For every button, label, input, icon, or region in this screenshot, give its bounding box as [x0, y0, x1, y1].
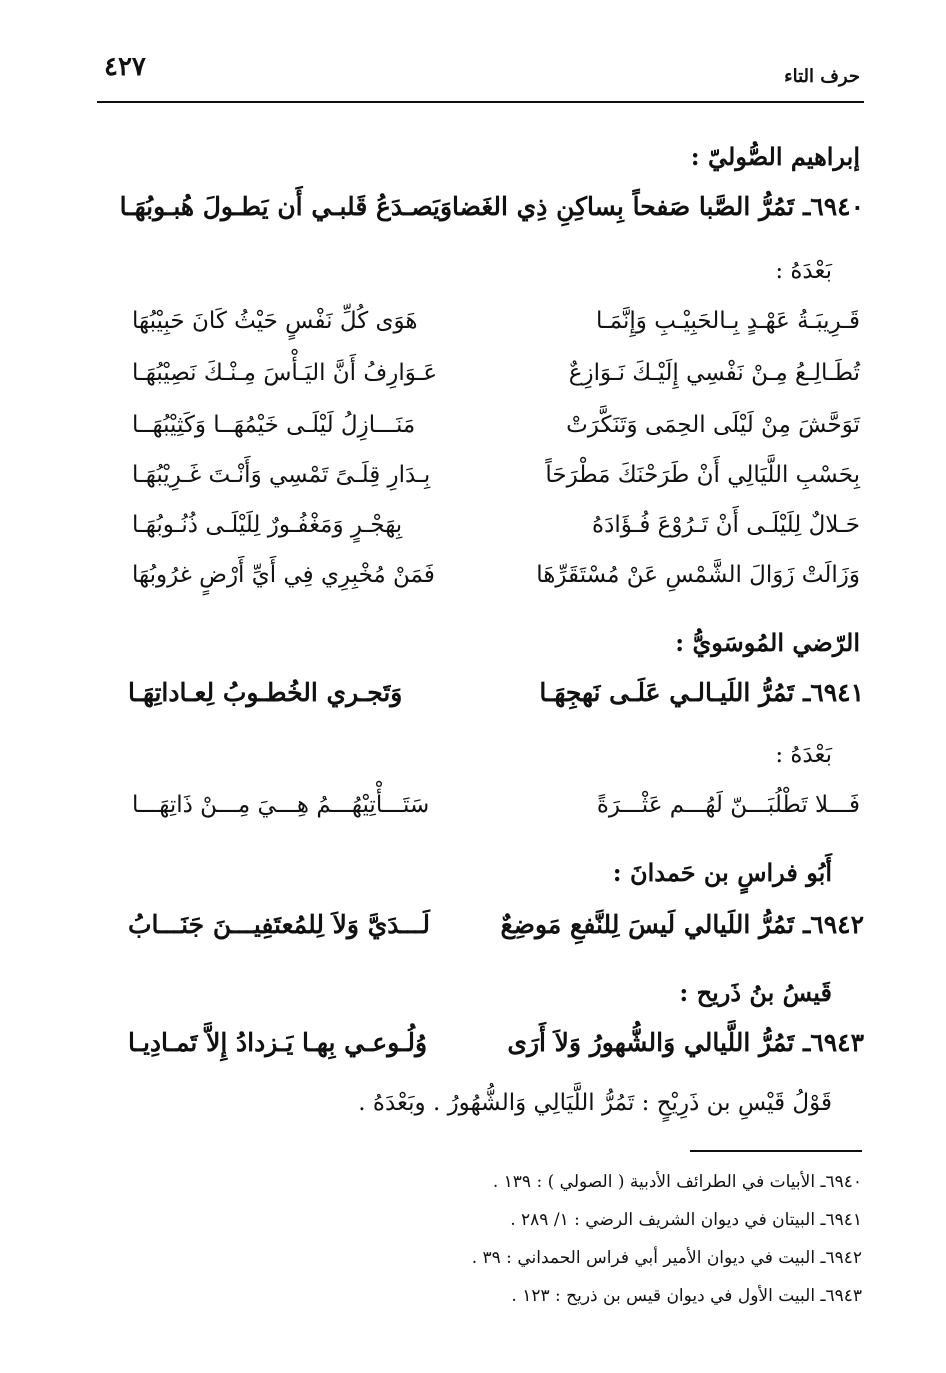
verse-ajuz: مَنَـــازِلُ لَيْلَـى خَيْمُهَــا وَكَثِيْبُهَــا	[132, 412, 416, 438]
footnote-rule	[690, 1150, 862, 1152]
after-label: بَعْدَهُ :	[775, 258, 832, 284]
header-rule	[97, 101, 864, 103]
verse-ajuz: بِهَجْـرٍ وَمَغْفُـورٌ لِلَيْلَـى ذُنُـوبُهَـا	[132, 512, 403, 538]
main-verse	[128, 910, 864, 950]
commentary-note: قَوْلُ قَيْسِ بن ذَرِيْحٍ : تَمُرُّ اللَّيَالِي وَالشُّهُورُ . وبَعْدَهُ .	[358, 1090, 832, 1116]
poet-name: قَيسُ بنُ ذَريح :	[679, 978, 832, 1007]
verse-number: ٦٩٤١ـ	[802, 678, 864, 707]
footnote: ٦٩٤٣ـ البيت الأول في ديوان قيس بن ذريح : ١٢٣ .	[511, 1286, 862, 1306]
verse-line	[132, 792, 860, 832]
verse-sadr-text: تَمُرُّ اللَّيالي وَالشُّهورُ وَلاَ أَرَى	[507, 1028, 795, 1057]
verse-ajuz: سَتَـــأْتِيْهُـــمُ هِـــيَ مِـــنْ ذَاتِهَـــا	[132, 792, 430, 818]
poet-name: إبراهيم الصُّوليّ :	[690, 142, 860, 171]
main-verse	[128, 1028, 864, 1068]
verse-sadr: حَـلالٌ لِلَيْلَـى أَنْ تَـرُوْعَ فُـؤَادَهُ	[592, 512, 860, 538]
verse-sadr	[539, 678, 864, 718]
main-verse	[119, 192, 864, 232]
page-number: ٤٢٧	[104, 52, 146, 82]
verse-sadr-text: تَمُرُّ الصَّبا صَفحاً بِساكِنِ ذِي الغَضا	[452, 192, 795, 221]
poet-name: أَبُو فراسٍ بن حَمدانَ :	[612, 858, 832, 887]
verse-ajuz: وَتَجـري الخُطـوبُ لِعـاداتِهَـا	[128, 678, 403, 707]
footnote: ٦٩٤١ـ البيتان في ديوان الشريف الرضي : ١/ ٢٨٩ .	[510, 1210, 862, 1230]
verse-number: ٦٩٤٢ـ	[802, 910, 864, 939]
verse-line	[132, 562, 860, 602]
verse-sadr	[452, 192, 864, 232]
verse-sadr	[507, 1028, 864, 1068]
verse-ajuz: بِـدَارِ قِلَـىً تَمْسِي وَأَنْـتَ غَـرِيْبُهَـا	[132, 462, 431, 488]
verse-line	[132, 412, 860, 452]
main-verse	[128, 678, 864, 718]
verse-sadr: تَوَحَّشَ مِنْ لَيْلَى الحِمَى وَتَنَكَّرَتْ	[566, 412, 860, 438]
verse-ajuz: لَـــدَيَّ وَلاَ لِلمُعتَفِيـــنَ جَنَـــابُ	[128, 910, 430, 939]
verse-number: ٦٩٤٣ـ	[802, 1028, 864, 1057]
verse-line	[132, 308, 860, 348]
verse-sadr	[500, 910, 864, 950]
verse-line	[132, 462, 860, 502]
verse-ajuz: هَوَى كُلِّ نَفْسٍ حَيْثُ كَانَ حَبِيْبُهَا	[132, 308, 418, 334]
verse-sadr: فَـــلا تَطْلُبَـــنّ لَهُـــم عَثْـــرَةً	[596, 792, 860, 818]
verse-sadr: بِحَسْبِ اللَّيَالِي أَنْ طَرَحْنَكَ مَطْرَحَاً	[545, 462, 860, 488]
verse-ajuz: وَيَصـدَعُ قَلبـي أَن يَطـولَ هُبـوبُهَـا	[119, 192, 453, 221]
poet-name: الرّضي المُوسَويُّ :	[675, 628, 860, 657]
verse-sadr-text: تَمُرُّ اللَيالي لَيسَ لِلنَّفعِ مَوضِعٌ	[500, 910, 795, 939]
verse-sadr: قَـرِيبَـةُ عَهْـدٍ بِـالحَبِيْـبِ وَإِنَّمَـا	[595, 308, 860, 334]
verse-ajuz: فَمَنْ مُخْبِرِي فِي أَيِّ أَرْضٍ غرُوبُهَا	[132, 562, 435, 588]
verse-sadr: تُطَـالِـعُ مِـنْ نَفْسِي إِلَيْـكَ نَـوَازِعٌ	[568, 360, 860, 386]
verse-line	[132, 360, 860, 400]
after-label: بَعْدَهُ :	[775, 742, 832, 768]
verse-ajuz: وُلُـوعـي بِهـا يَـزدادُ إِلاَّ تَمـادِيـا	[128, 1028, 428, 1057]
verse-ajuz: عَـوَارِفُ أَنَّ اليَـأْسَ مِـنْـكَ نَصِيْبُهَـا	[132, 360, 438, 386]
verse-sadr-text: تَمُرُّ اللَيـالـي عَلَـى نَهجِهَـا	[539, 678, 795, 707]
footnote: ٦٩٤٠ـ الأبيات في الطرائف الأدبية ( الصولي ) : ١٣٩ .	[492, 1172, 862, 1192]
footnote: ٦٩٤٢ـ البيت في ديوان الأمير أبي فراس الحمداني : ٣٩ .	[471, 1248, 862, 1268]
verse-number: ٦٩٤٠ـ	[802, 192, 864, 221]
verse-line	[132, 512, 860, 552]
verse-sadr: وَزَالَتْ زَوَالَ الشَّمْسِ عَنْ مُسْتَقَرِّهَا	[536, 562, 860, 588]
running-header-title: حرف التاء	[784, 66, 860, 87]
